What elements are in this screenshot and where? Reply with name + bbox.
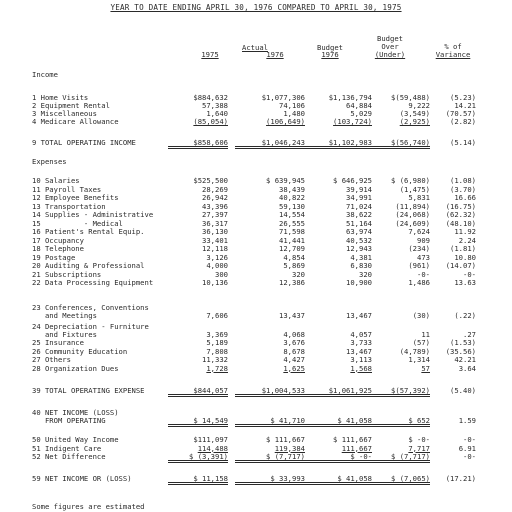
variance-pct-cell: 13.63 [454,278,476,287]
budget-over-under-cell: (234) [408,244,430,253]
budget-header: Budget [317,43,343,52]
budget-1976-cell: 1,568 [350,363,372,373]
budget-over-under-cell: $ (6,980) [391,176,430,185]
row-label: 28 Organization Dues [32,363,119,373]
actual-1976-cell: $1,077,306 [261,93,305,102]
actual-1976-cell: 74,106 [279,101,305,110]
actual-1975-cell: 26,942 [202,193,228,202]
actual-1976-cell: 13,437 [279,311,305,320]
variance-pct-cell: 42.21 [454,355,476,364]
budget-1976-cell: $ -0- [302,453,372,463]
row-label: FROM OPERATING [32,416,106,425]
actual-1976-cell: 41,441 [279,235,305,245]
actual-1976-cell: 40,822 [279,193,305,202]
budget-over-under-cell: (24,068) [395,210,430,219]
actual-1975-cell: $ 14,549 [168,417,228,427]
variance-pct-cell: 14.21 [454,101,476,110]
actual-1975-cell: 7,606 [206,311,228,320]
report-title: YEAR TO DATE ENDING APRIL 30, 1976 COMPARED TO APRIL 30, 1975 [110,3,402,12]
budget-over-under-cell: (4,789) [399,346,430,356]
budget-1976-cell: 3,113 [350,355,372,364]
actual-1975-cell: 12,118 [202,244,228,253]
budget-over-under-cell: 1,486 [408,278,430,287]
budget-over-header-1: Budget [377,34,403,43]
budget-over-under-cell: $(56,740) [362,139,430,149]
row-label: 59 NET INCOME OR (LOSS) [32,474,132,483]
variance-pct-cell: 1.59 [458,416,476,425]
actual-1976-cell: 5,869 [283,261,305,270]
year-1975-header: 1975 [201,50,219,59]
actual-1976-cell: $ 639,945 [266,176,305,185]
budget-1976-cell: 34,991 [346,193,372,202]
budget-over-under-cell: (57) [412,338,430,347]
actual-1976-cell: $1,004,533 [235,387,305,397]
variance-pct-cell: (48.10) [445,218,476,228]
budget-1976-cell: 13,467 [346,311,372,320]
actual-1976-cell: $ 111,667 [266,435,305,444]
variance-pct-cell: (62.32) [445,210,476,219]
actual-1975-cell: 57,388 [202,101,228,110]
row-label: 21 Subscriptions [32,269,102,279]
actual-1976-cell: 1,625 [283,363,305,373]
actual-1976-cell: $ (7,717) [235,453,305,463]
variance-pct-cell: (2.82) [450,117,476,126]
actual-1976-cell: 14,554 [279,210,305,219]
budget-1976-cell: 12,943 [346,244,372,253]
row-label: 39 TOTAL OPERATING EXPENSE [32,386,145,395]
variance-pct-cell: 2.24 [458,235,476,245]
row-label: 40 NET INCOME (LOSS) [32,408,119,417]
actual-1976-cell: 4,427 [283,355,305,364]
budget-1976-cell: $ 41,058 [302,475,372,485]
variance-pct-cell: (17.21) [445,474,476,483]
budget-year-header: 1976 [321,50,339,59]
budget-over-under-cell: (3,549) [399,109,430,118]
budget-1976-cell: 5,029 [350,109,372,118]
actual-1975-cell: $111,097 [193,435,228,444]
row-label: 24 Depreciation - Furniture [32,322,149,331]
actual-1976-cell: 119,384 [274,443,305,453]
actual-1975-cell: 5,189 [206,338,228,347]
actual-1976-cell: (106,649) [266,117,305,126]
budget-1976-cell: $1,136,794 [328,93,372,102]
actual-header: Actual [242,43,268,52]
actual-1975-cell: 28,269 [202,184,228,194]
budget-over-under-cell: (11,894) [395,201,430,211]
actual-1975-cell: 33,401 [202,235,228,245]
actual-1975-cell: 7,808 [206,346,228,356]
budget-over-under-cell: 57 [421,363,430,373]
variance-pct-cell: -0- [463,435,476,444]
row-label: 52 Net Difference [32,452,106,461]
actual-1975-cell: $858,606 [168,139,228,149]
budget-over-under-cell: 7,717 [408,443,430,453]
variance-pct-cell: -0- [463,269,476,279]
row-label: 14 Supplies - Administrative [32,210,154,219]
budget-1976-cell: $1,061,925 [302,387,372,397]
actual-1975-cell: 3,126 [206,252,228,262]
budget-over-under-cell: (24,609) [395,218,430,228]
variance-pct-cell: (16.75) [445,201,476,211]
budget-1976-cell: 40,532 [346,235,372,245]
row-label: 11 Payroll Taxes [32,184,102,194]
actual-1975-cell: $884,632 [193,93,228,102]
actual-1975-cell: 1,640 [206,109,228,118]
budget-1976-cell: 111,667 [341,443,372,453]
budget-over-under-cell: (1,475) [399,184,430,194]
income-section-label: Income [32,70,58,79]
variance-pct-cell: -0- [463,452,476,461]
row-label: 17 Occupancy [32,235,84,245]
row-label: 51 Indigent Care [32,443,102,453]
actual-1976-cell: 71,598 [279,227,305,236]
variance-pct-cell: (1.53) [450,338,476,347]
row-label: 13 Transportation [32,201,106,211]
row-label: and Fixtures [32,330,97,339]
row-label: 26 Community Education [32,346,128,356]
year-1976-header: 1976 [266,50,284,59]
budget-1976-cell: $ 41,058 [302,417,372,427]
actual-1976-cell: 12,386 [279,278,305,287]
variance-pct-cell: 6.91 [458,443,476,453]
row-label: 19 Postage [32,252,76,262]
budget-over-under-cell: 1,314 [408,355,430,364]
variance-pct-cell: 16.66 [454,193,476,202]
variance-pct-cell: 10.80 [454,252,476,262]
budget-1976-cell: 320 [359,269,372,279]
budget-over-under-cell: $ (7,065) [362,475,430,485]
actual-1976-cell: 59,130 [279,201,305,211]
budget-1976-cell: 39,914 [346,184,372,194]
budget-1976-cell: $1,102,983 [302,139,372,149]
variance-pct-cell: (3.70) [450,184,476,194]
variance-pct-cell: .27 [463,330,476,339]
row-label: 15 - Medical [32,218,123,228]
actual-1975-cell: $ (3,391) [168,453,228,463]
row-label: 3 Miscellaneous [32,109,97,118]
actual-1976-cell: 38,439 [279,184,305,194]
variance-pct-cell: (.22) [454,311,476,320]
budget-1976-cell: 10,900 [346,278,372,287]
actual-1975-cell: $844,057 [168,387,228,397]
actual-1976-cell: 8,678 [283,346,305,356]
actual-1976-cell: $ 33,993 [235,475,305,485]
row-label: 23 Conferences, Conventions [32,303,149,312]
budget-1976-cell: 63,974 [346,227,372,236]
row-label: 18 Telephone [32,244,84,253]
actual-1975-cell: 43,396 [202,201,228,211]
variance-pct-cell: (14.07) [445,261,476,270]
budget-1976-cell: 3,733 [350,338,372,347]
budget-over-under-cell: -0- [417,269,430,279]
row-label: 10 Salaries [32,176,80,185]
actual-1975-cell: 11,332 [202,355,228,364]
budget-over-under-cell: 909 [417,235,430,245]
variance-pct-cell: 11.92 [454,227,476,236]
budget-1976-cell: 71,024 [346,201,372,211]
actual-1975-cell: 27,397 [202,210,228,219]
budget-1976-cell: 64,884 [346,101,372,110]
actual-1975-cell: 1,728 [206,363,228,373]
budget-1976-cell: 4,057 [350,330,372,339]
variance-pct-cell: (1.08) [450,176,476,185]
budget-over-under-cell: 5,831 [408,193,430,202]
budget-over-header-3: (Under) [374,50,406,59]
budget-1976-cell: 13,467 [346,346,372,356]
actual-1975-cell: 4,000 [206,261,228,270]
actual-1975-cell: $525,500 [193,176,228,185]
actual-1976-cell: 3,676 [283,338,305,347]
budget-1976-cell: 6,830 [350,261,372,270]
budget-over-under-cell: $ -0- [408,435,430,444]
actual-1976-cell: 4,068 [283,330,305,339]
row-label: 20 Auditing & Professional [32,261,145,270]
actual-1975-cell: 36,130 [202,227,228,236]
budget-1976-cell: $ 646,925 [333,176,372,185]
variance-header-2: Variance [435,50,471,59]
actual-1976-cell: 4,854 [283,252,305,262]
budget-over-under-cell: (2,925) [399,117,430,126]
row-label: 4 Medicare Allowance [32,117,119,126]
row-label: 22 Data Processing Equipment [32,278,154,287]
budget-1976-cell: 51,164 [346,218,372,228]
actual-1976-cell: 26,555 [279,218,305,228]
budget-over-under-cell: (961) [408,261,430,270]
budget-over-under-cell: 11 [421,330,430,339]
row-label: 16 Patient's Rental Equip. [32,227,145,236]
row-label: 25 Insurance [32,338,84,347]
actual-1976-cell: $ 41,710 [235,417,305,427]
budget-1976-cell: 4,381 [350,252,372,262]
budget-1976-cell: 38,622 [346,210,372,219]
actual-1975-cell: 3,369 [206,330,228,339]
variance-header-1: % of [444,42,462,51]
budget-over-header-2: Over [381,42,399,51]
actual-1976-cell: 320 [292,269,305,279]
variance-pct-cell: (35.56) [445,346,476,356]
actual-1976-cell: 12,709 [279,244,305,253]
row-label: 1 Home Visits [32,93,89,102]
variance-pct-cell: (5.23) [450,93,476,102]
actual-1975-cell: $ 11,158 [168,475,228,485]
variance-pct-cell: (1.81) [450,244,476,253]
actual-1975-cell: (85,054) [193,117,228,126]
budget-over-under-cell: $(59,488) [391,93,430,102]
actual-1976-cell: $1,046,243 [235,139,305,149]
actual-1976-cell: 1,480 [283,109,305,118]
footnote: Some figures are estimated [32,502,145,511]
row-label: 9 TOTAL OPERATING INCOME [32,138,136,147]
row-label: 12 Employee Benefits [32,193,119,202]
actual-1975-cell: 114,488 [197,443,228,453]
budget-over-under-cell: (30) [412,311,430,320]
actual-1975-cell: 300 [215,269,228,279]
variance-pct-cell: (70.57) [445,109,476,118]
budget-over-under-cell: $ 652 [362,417,430,427]
actual-1975-cell: 36,317 [202,218,228,228]
budget-over-under-cell: 473 [417,252,430,262]
row-label: 50 United Way Income [32,435,119,444]
expenses-section-label: Expenses [32,157,67,166]
row-label: and Meetings [32,311,97,320]
budget-over-under-cell: $ (7,717) [362,453,430,463]
row-label: 2 Equipment Rental [32,101,110,110]
variance-pct-cell: 3.64 [458,363,476,373]
budget-over-under-cell: $(57,392) [362,387,430,397]
variance-pct-cell: (5.40) [450,386,476,395]
budget-1976-cell: (103,724) [333,117,372,126]
row-label: 27 Others [32,355,71,364]
budget-over-under-cell: 7,624 [408,227,430,236]
budget-over-under-cell: 9,222 [408,101,430,110]
budget-1976-cell: $ 111,667 [333,435,372,444]
variance-pct-cell: (5.14) [450,138,476,147]
actual-1975-cell: 10,136 [202,278,228,287]
